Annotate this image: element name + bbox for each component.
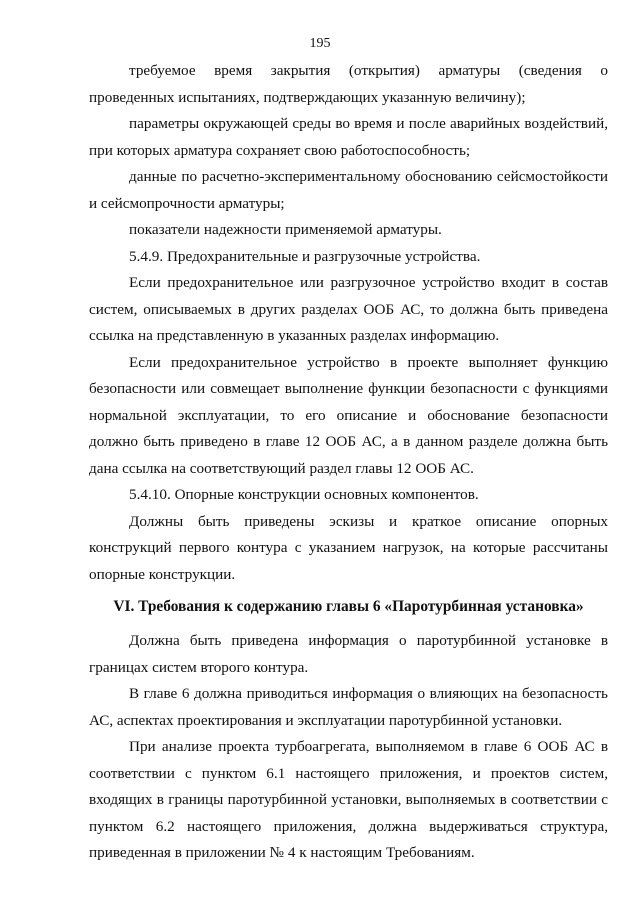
chapter-heading: VI. Требования к содержанию главы 6 «Паротурбинная установка»: [113, 598, 584, 615]
section-subheading: 5.4.9. Предохранительные и разгрузочные устройства.: [129, 247, 481, 265]
paragraph: В главе 6 должна приводиться информация о влияющих на безопасность АС, аспектах проектирования и эксплуатации паротурбинной установки.: [89, 685, 608, 729]
paragraph: При анализе проекта турбоагрегата, выполняемом в главе 6 ООБ АС в соответствии с пунктом 6.1 настоящего приложения, и проектов систем, входящих в границы паротурбинной установки, выполняемых в соответствии с пунктом 6.2 настоящего приложения, должна выдерживаться структура, приведенная в приложении № 4 к настоящим Требованиям.: [89, 738, 608, 861]
paragraph: показатели надежности применяемой арматуры.: [129, 221, 442, 238]
paragraph: Должна быть приведена информация о паротурбинной установке в границах систем второго контура.: [89, 632, 608, 676]
paragraph: Если предохранительное устройство в проекте выполняет функцию безопасности или совмещает выполнение функции безопасности с функциями нормальной эксплуатации, то его описание и обоснование безопасности должно быть приведено в главе 12 ООБ АС, а в данном разделе должна быть дана ссылка на соответствующий раздел главы 12 ООБ АС.: [89, 353, 608, 477]
document-body: [89, 58, 608, 867]
section-subheading: 5.4.10. Опорные конструкции основных компонентов.: [129, 486, 479, 503]
paragraph: Если предохранительное или разгрузочное устройство входит в состав систем, описываемых в других разделах ООБ АС, то должна быть приведена ссылка на представленную в указанных разделах информацию.: [89, 274, 608, 344]
paragraph: требуемое время закрытия (открытия) арматуры (сведения о проведенных испытаниях, подтверждающих указанную величину);: [89, 62, 608, 106]
page-number: 195: [309, 36, 331, 51]
paragraph: данные по расчетно-экспериментальному обоснованию сейсмостойкости и сейсмопрочности арматуры;: [89, 168, 608, 212]
paragraph: параметры окружающей среды во время и после аварийных воздействий, при которых арматура сохраняет свою работоспособность;: [89, 115, 608, 159]
paragraph: Должны быть приведены эскизы и краткое описание опорных конструкций первого контура с указанием нагрузок, на которые рассчитаны опорные конструкции.: [89, 512, 608, 583]
